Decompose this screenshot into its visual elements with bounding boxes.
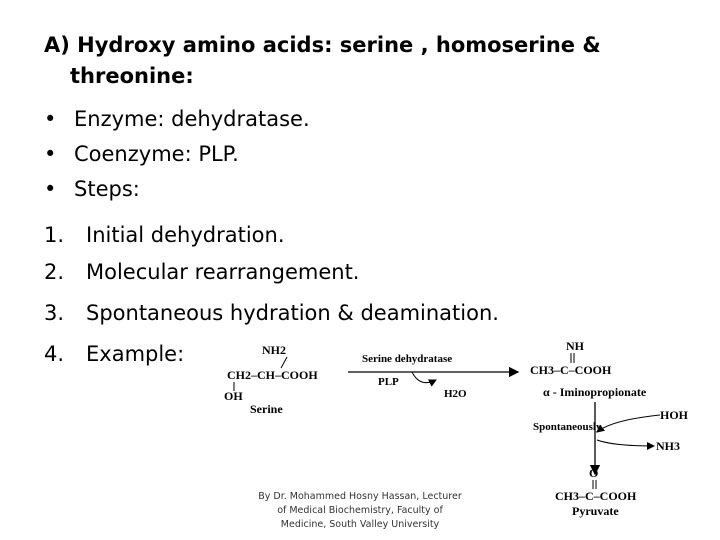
footer-line-1: By Dr. Mohammed Hosny Hassan, Lecturer xyxy=(258,491,462,502)
step-text: Example: xyxy=(86,342,185,366)
serine-hydroxyl-group: OH xyxy=(224,389,243,403)
slide-footer xyxy=(240,490,480,532)
bullet-marker: • xyxy=(44,142,57,166)
spontaneous-label: Spontaneously xyxy=(533,421,602,433)
imino-label: α - Iminopropionate xyxy=(543,385,647,399)
imino-formula: CH3–C–COOH xyxy=(530,363,612,377)
enzyme-label: Serine dehydratase xyxy=(362,353,453,365)
step-text: Spontaneous hydration & deamination. xyxy=(86,301,499,325)
water-release-arrow xyxy=(412,372,436,383)
footer-line-2: of Medical Biochemistry, Faculty of xyxy=(277,505,443,516)
serine-amino-group: NH2 xyxy=(262,343,286,357)
water-in-arrow xyxy=(597,415,660,432)
pyruvate-oxygen: O xyxy=(589,466,599,480)
bullet-marker: • xyxy=(44,107,57,131)
step-text: Molecular rearrangement. xyxy=(86,260,360,284)
step-number: 2. xyxy=(44,260,65,284)
bullet-text: Enzyme: dehydratase. xyxy=(74,107,310,131)
bullet-marker: • xyxy=(44,177,57,201)
bullet-text: Steps: xyxy=(74,177,140,201)
step-text: Initial dehydration. xyxy=(86,223,285,247)
pyruvate-formula: CH3–C–COOH xyxy=(555,489,637,503)
water-in-label: HOH xyxy=(660,408,689,422)
serine-label: Serine xyxy=(250,402,283,416)
pyruvate-label: Pyruvate xyxy=(572,504,619,518)
serine-amino-bond xyxy=(281,357,287,368)
step-number: 4. xyxy=(44,342,65,366)
ammonia-label: NH3 xyxy=(656,439,680,453)
step-number: 1. xyxy=(44,223,65,247)
imino-group: NH xyxy=(566,339,584,353)
cofactor-label: PLP xyxy=(378,376,399,388)
heading-line-1: A) Hydroxy amino acids: serine , homoserine & xyxy=(44,33,601,57)
step-number: 3. xyxy=(44,301,65,325)
serine-backbone: CH2–CH–COOH xyxy=(227,368,318,382)
heading-line-2: threonine: xyxy=(70,64,194,88)
water-out-label: H2O xyxy=(444,388,467,400)
bullet-text: Coenzyme: PLP. xyxy=(74,142,239,166)
footer-line-3: Medicine, South Valley University xyxy=(280,519,440,530)
ammonia-release-arrow xyxy=(597,440,654,446)
